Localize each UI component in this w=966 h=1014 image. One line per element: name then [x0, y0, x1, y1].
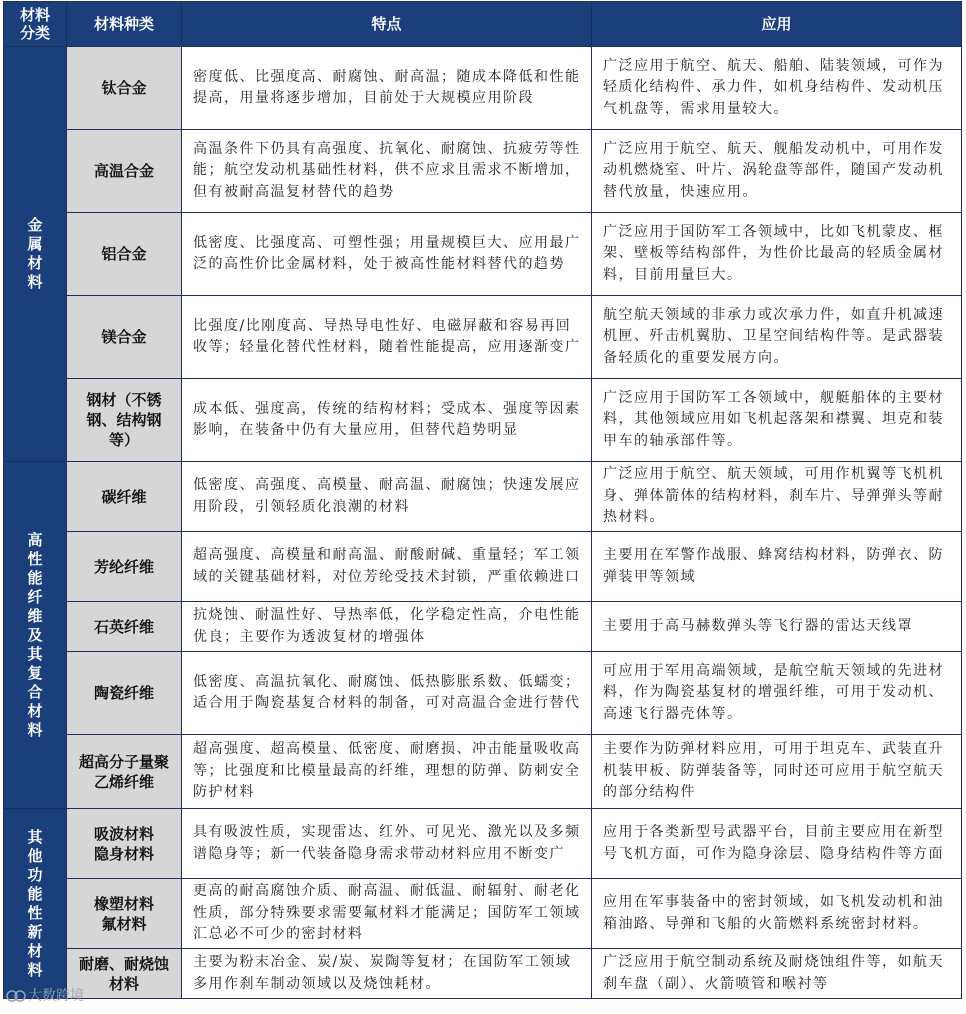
material-kind: 吸波材料隐身材料: [67, 809, 182, 879]
watermark-text: 大数跨境: [28, 988, 84, 1004]
table-row: [4, 652, 962, 735]
material-applications: 广泛应用于航空、航天领域，可用作机翼等飞机机身、弹体箭体的结构材料，刹车片、导弹弹头等耐热材料。: [592, 462, 962, 532]
table-row: [4, 379, 962, 462]
material-features: 比强度/比刚度高、导热导电性好、电磁屏蔽和容易再回收等；轻量化替代性材料，随着性能提高，应用逐渐变广: [182, 296, 592, 379]
material-features: 成本低、强度高，传统的结构材料；受成本、强度等因素影响，在装备中仍有大量应用，但替代趋势明显: [182, 379, 592, 462]
material-applications: 广泛应用于航空、航天、舰船发动机中，可用作发动机燃烧室、叶片、涡轮盘等部件，随国产发动机替代放量，快速应用。: [592, 130, 962, 213]
material-kind: 铝合金: [67, 213, 182, 296]
material-kind: 石英纤维: [67, 602, 182, 652]
material-applications: 应用在军事装备中的密封领域，如飞机发动机和油箱油路、导弹和飞船的火箭燃料系统密封材料。: [592, 879, 962, 949]
table-row: [4, 213, 962, 296]
table-row: [4, 879, 962, 949]
material-kind: 碳纤维: [67, 462, 182, 532]
material-applications: 主要用于高马赫数弹头等飞行器的雷达天线罩: [592, 602, 962, 652]
watermark-logo-icon: [6, 989, 26, 1003]
material-features: 抗烧蚀、耐温性好、导热率低，化学稳定性高，介电性能优良；主要作为透波复材的增强体: [182, 602, 592, 652]
material-applications: 主要用在军警作战服、蜂窝结构材料，防弹衣、防弹装甲等领域: [592, 532, 962, 602]
material-kind: 陶瓷纤维: [67, 652, 182, 735]
material-kind: 钢材（不锈钢、结构钢等）: [67, 379, 182, 462]
table-row: [4, 735, 962, 809]
material-applications: 广泛应用于航空、航天、船舶、陆装领域，可作为轻质化结构件、承力件，如机身结构件、发动机压气机盘等，需求用量较大。: [592, 47, 962, 130]
table-row: [4, 809, 962, 879]
header-category: 材料分类: [4, 2, 67, 47]
materials-table: [3, 1, 962, 999]
material-applications: 航空航天领域的非承力或次承力件，如直升机减速机匣、歼击机翼肋、卫星空间结构件等。是武器装备轻质化的重要发展方向。: [592, 296, 962, 379]
material-applications: 主要作为防弹材料应用，可用于坦克车、武装直升机装甲板、防弹装备等，同时还可应用于航空航天的部分结构件: [592, 735, 962, 809]
material-kind: 耐磨、耐烧蚀材料: [67, 949, 182, 999]
material-kind: 橡塑材料氟材料: [67, 879, 182, 949]
group-label-metal: 金属材料: [4, 47, 67, 462]
material-features: 主要为粉末冶金、炭/炭、炭陶等复材；在国防军工领域多用作刹车制动领域以及烧蚀耗材。: [182, 949, 592, 999]
material-applications: 可应用于军用高端领域，是航空航天领域的先进材料，作为陶瓷基复材的增强纤维，可用于发动机、高速飞行器壳体等。: [592, 652, 962, 735]
material-features: 低密度、高强度、高模量、耐高温、耐腐蚀；快速发展应用阶段，引领轻质化浪潮的材料: [182, 462, 592, 532]
table-row: [4, 130, 962, 213]
material-features: 低密度、高温抗氧化、耐腐蚀、低热膨胀系数、低蠕变；适合用于陶瓷基复合材料的制备，可对高温合金进行替代: [182, 652, 592, 735]
table-row: [4, 602, 962, 652]
header-applications: 应用: [592, 2, 962, 47]
table-row: [4, 296, 962, 379]
watermark: [6, 985, 84, 1005]
material-features: 高温条件下仍具有高强度、抗氧化、耐腐蚀、抗疲劳等性能；航空发动机基础性材料，供不应求且需求不断增加，但有被耐高温复材替代的趋势: [182, 130, 592, 213]
material-kind: 高温合金: [67, 130, 182, 213]
material-applications: 应用于各类新型号武器平台，目前主要应用在新型号飞机方面，可作为隐身涂层、隐身结构件等方面: [592, 809, 962, 879]
header-features: 特点: [182, 2, 592, 47]
material-applications: 广泛应用于航空制动系统及耐烧蚀组件等，如航天刹车盘（副）、火箭喷管和喉衬等: [592, 949, 962, 999]
material-features: 更高的耐高腐蚀介质、耐高温、耐低温、耐辐射、耐老化性质，部分特殊要求需要氟材料才能满足；国防军工领域汇总必不可少的密封材料: [182, 879, 592, 949]
table-row: [4, 949, 962, 999]
group-label-fiber: 高性能纤维及其复合材料: [4, 462, 67, 809]
table-row: [4, 462, 962, 532]
header-kind: 材料种类: [67, 2, 182, 47]
table-row: [4, 532, 962, 602]
material-kind: 镁合金: [67, 296, 182, 379]
material-features: 超高强度、高模量和耐高温、耐酸耐碱、重量轻；军工领域的关键基础材料，对位芳纶受技术封锁，严重依赖进口: [182, 532, 592, 602]
material-features: 低密度、比强度高、可塑性强；用量规模巨大、应用最广泛的高性价比金属材料，处于被高性能材料替代的趋势: [182, 213, 592, 296]
material-features: 超高强度、超高模量、低密度、耐磨损、冲击能量吸收高等；比强度和比模量最高的纤维，理想的防弹、防刺安全防护材料: [182, 735, 592, 809]
group-label-functional: 其他功能性新材料: [4, 809, 67, 999]
material-kind: 超高分子量聚乙烯纤维: [67, 735, 182, 809]
material-kind: 钛合金: [67, 47, 182, 130]
material-kind: 芳纶纤维: [67, 532, 182, 602]
header-row: [4, 2, 962, 47]
material-applications: 广泛应用于国防军工各领域中，舰艇船体的主要材料，其他领域应用如飞机起落架和襟翼、坦克和装甲车的轴承部件等。: [592, 379, 962, 462]
material-features: 密度低、比强度高、耐腐蚀、耐高温；随成本降低和性能提高，用量将逐步增加，目前处于大规模应用阶段: [182, 47, 592, 130]
table-row: [4, 47, 962, 130]
material-applications: 广泛应用于国防军工各领域中，比如飞机蒙皮、框架、壁板等结构部件，为性价比最高的轻质金属材料，目前用量巨大。: [592, 213, 962, 296]
material-features: 具有吸波性质，实现雷达、红外、可见光、激光以及多频谱隐身等；新一代装备隐身需求带动材料应用不断变广: [182, 809, 592, 879]
